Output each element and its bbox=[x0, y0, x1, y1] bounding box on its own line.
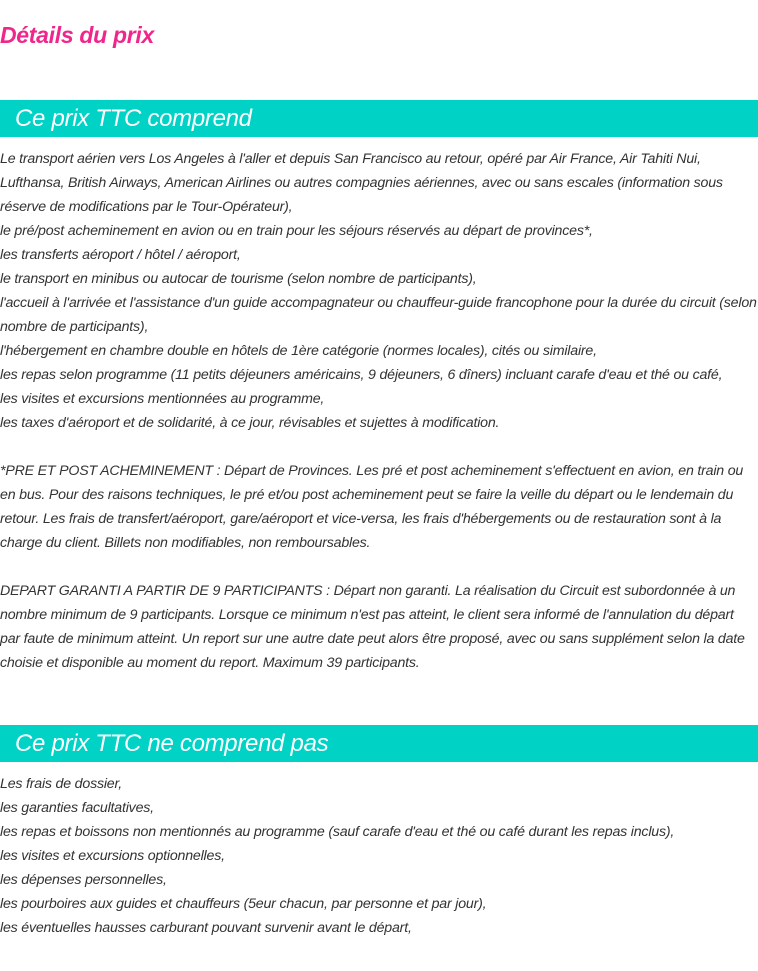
depart-garanti-note: DEPART GARANTI A PARTIR DE 9 PARTICIPANTS : Départ non garanti. La réalisation du Circuit est subordonnée à un nombre minimum de 9 participants. Lorsque ce minimum n'est pas atteint, le client sera informé de l'annulation du départ par faute de minimum atteint. Un report sur une autre date peut alors être proposé, avec ou sans supplément selon la date choisie et disponible au moment du report. Maximum 39 participants. bbox=[0, 583, 745, 671]
list-item: les visites et excursions mentionnées au programme, bbox=[0, 391, 325, 407]
list-item: les dépenses personnelles, bbox=[0, 872, 167, 888]
list-item: les visites et excursions optionnelles, bbox=[0, 848, 225, 864]
excludes-heading: Ce prix TTC ne comprend pas bbox=[0, 725, 758, 762]
list-item: les pourboires aux guides et chauffeurs (5eur chacun, par personne et par jour), bbox=[0, 896, 487, 912]
list-item: les repas et boissons non mentionnés au programme (sauf carafe d'eau et thé ou café durant les repas inclus), bbox=[0, 824, 675, 840]
includes-list bbox=[0, 147, 758, 435]
list-item: le pré/post acheminement en avion ou en train pour les séjours réservés au départ de provinces*, bbox=[0, 223, 593, 239]
list-item: Les frais de dossier, bbox=[0, 776, 122, 792]
acheminement-note: *PRE ET POST ACHEMINEMENT : Départ de Provinces. Les pré et post acheminement s'effectuent en avion, en train ou en bus. Pour des raisons techniques, le pré et/ou post acheminement peut se faire la veille du départ ou le lendemain du retour. Les frais de transfert/aéroport, gare/aéroport et vice-versa, les frais d'hébergements ou de restauration sont à la charge du client. Billets non modifiables, non remboursables. bbox=[0, 463, 744, 551]
list-item: les taxes d'aéroport et de solidarité, à ce jour, révisables et sujettes à modification. bbox=[0, 415, 500, 431]
list-item: l'hébergement en chambre double en hôtels de 1ère catégorie (normes locales), cités ou similaire, bbox=[0, 343, 597, 359]
list-item: les repas selon programme (11 petits déjeuners américains, 9 déjeuners, 6 dîners) incluant carafe d'eau et thé ou café, bbox=[0, 367, 723, 383]
list-item: l'accueil à l'arrivée et l'assistance d'un guide accompagnateur ou chauffeur-guide francophone pour la durée du circuit (selon nombre de participants), bbox=[0, 295, 757, 335]
list-item: Le transport aérien vers Los Angeles à l'aller et depuis San Francisco au retour, opéré par Air France, Air Tahiti Nui, Lufthansa, British Airways, American Airlines ou autres compagnies aériennes, avec ou sans escales (information sous réserve de modifications par le Tour-Opérateur), bbox=[0, 151, 723, 215]
includes-heading: Ce prix TTC comprend bbox=[0, 100, 758, 137]
list-item: les éventuelles hausses carburant pouvant survenir avant le départ, bbox=[0, 920, 412, 936]
page-title: Détails du prix bbox=[0, 22, 154, 48]
list-item: le transport en minibus ou autocar de tourisme (selon nombre de participants), bbox=[0, 271, 477, 287]
list-item: les transferts aéroport / hôtel / aéroport, bbox=[0, 247, 241, 263]
excludes-list bbox=[0, 772, 758, 940]
list-item: les garanties facultatives, bbox=[0, 800, 154, 816]
